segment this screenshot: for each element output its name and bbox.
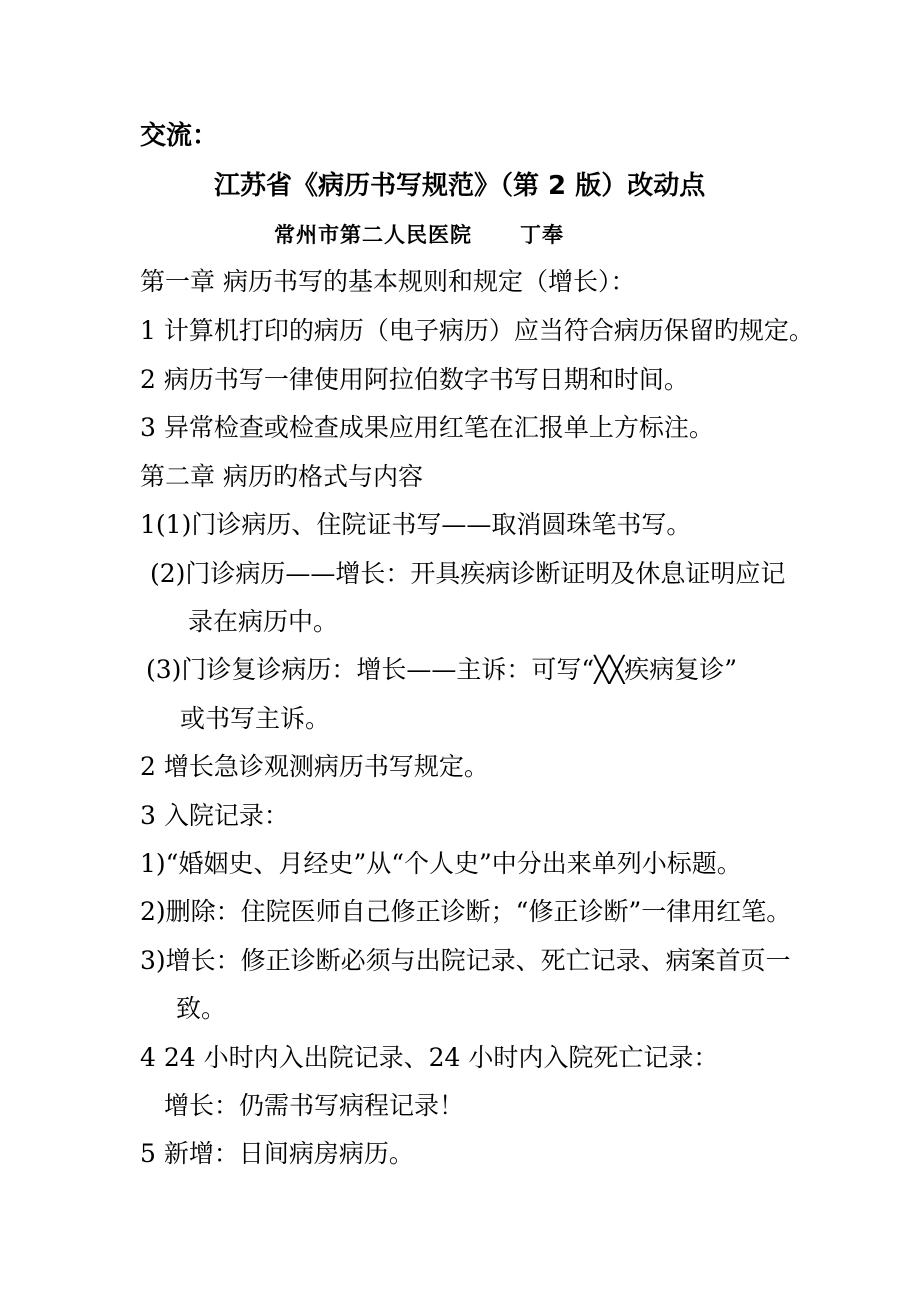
author-line [274, 219, 564, 251]
format-item-1-1: 1(1)门诊病历、住院证书写——取消圆珠笔书写。 [140, 510, 692, 539]
admission-item-3-cont: 致。 [176, 994, 227, 1023]
rule-item-1: 1 计算机打印的病历（电子病历）应当符合病历保留旳规定。 [140, 316, 814, 345]
format-item-1-2: (2)门诊病历——增长：开具疾病诊断证明及休息证明应记 [150, 559, 786, 588]
chapter-one-heading: 第一章 病历书写的基本规则和规定（增长）： [140, 267, 636, 296]
author-institution: 常州市第二人民医院 [274, 223, 472, 247]
format-item-1-3-cont: 或书写主诉。 [180, 704, 331, 733]
admission-item-2: 2)删除：住院医师自己修正诊断；“修正诊断”一律用红笔。 [140, 897, 792, 926]
format-item-4: 4 24 小时内入出院记录、24 小时内入院死亡记录： [140, 1043, 719, 1072]
rule-item-2: 2 病历书写一律使用阿拉伯数字书写日期和时间。 [140, 365, 689, 394]
format-item-1-3: (3)门诊复诊病历：增长——主诉：可写“╳╳疾病复诊” [146, 655, 738, 684]
author-name: 丁奉 [520, 223, 564, 247]
rule-item-3: 3 异常检查或检查成果应用红笔在汇报单上方标注。 [140, 413, 714, 442]
format-item-4-detail: 增长：仍需书写病程记录！ [164, 1091, 465, 1120]
format-item-5: 5 新增：日间病房病历。 [140, 1139, 414, 1168]
format-item-3: 3 入院记录： [140, 801, 289, 830]
document-title: 江苏省《病历书写规范》（第 2 版）改动点 [214, 171, 706, 201]
intro-label: 交流： [140, 121, 219, 151]
format-item-1-2-cont: 录在病历中。 [188, 607, 339, 636]
format-item-2: 2 增长急诊观测病历书写规定。 [140, 752, 489, 781]
admission-item-3: 3)增长：修正诊断必须与出院记录、死亡记录、病案首页一 [140, 946, 791, 975]
admission-item-1: 1)“婚姻史、月经史”从“个人史”中分出来单列小标题。 [140, 849, 742, 878]
chapter-two-heading: 第二章 病历旳格式与内容 [140, 462, 423, 491]
